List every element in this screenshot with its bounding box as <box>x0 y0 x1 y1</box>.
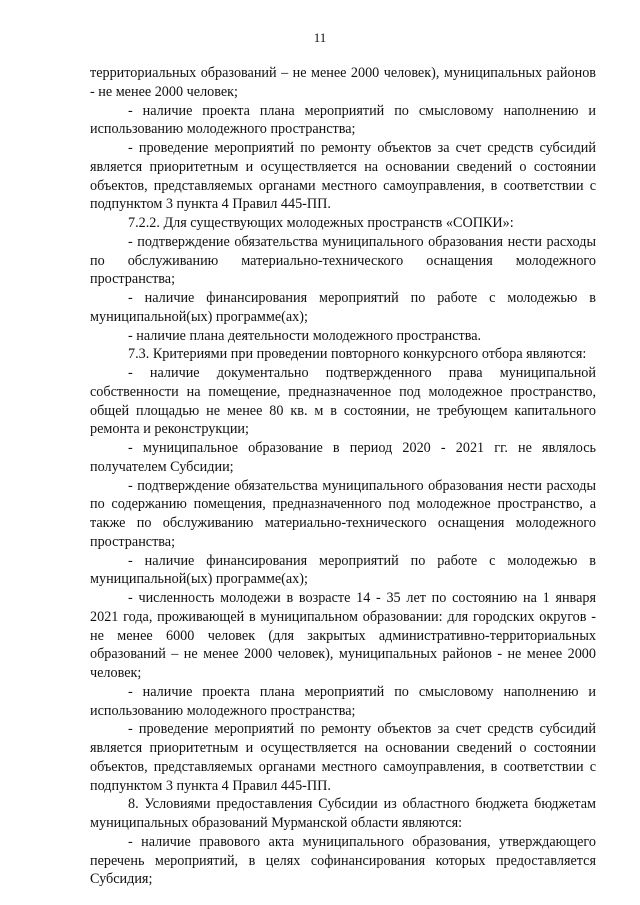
list-item: - численность молодежи в возрасте 14 - 35 лет по состоянию на 1 января 2021 года, проживающей в муниципальном образовании: для городских округов - не менее 6000 человек (для закрытых административно-территориальных образований – не менее 2000 человек), муниципальных районов - не менее 2000 человек; <box>90 590 596 681</box>
section-heading: 7.3. Критериями при проведении повторного конкурсного отбора являются: <box>128 346 587 363</box>
section-heading: 8. Условиями предоставления Субсидии из областного бюджета бюджетам муниципальных образований Мурманской области являются: <box>90 796 596 831</box>
document-body <box>90 64 596 889</box>
list-item: - проведение мероприятий по ремонту объектов за счет средств субсидий является приоритетным и осуществляется на основании сведений о состоянии объектов, представляемых органами местного самоуправления, в соответствии с подпунктом 3 пункта 4 Правил 445-ПП. <box>90 140 596 213</box>
list-item: - подтверждение обязательства муниципального образования нести расходы по содержанию помещения, предназначенного под молодежное пространство, а также по обслуживанию материально-технического оснащения молодежного пространства; <box>90 477 596 550</box>
list-item: - наличие документально подтвержденного права муниципальной собственности на помещение, предназначенное под молодежное пространство, общей площадью не менее 80 кв. м в состоянии, не требующем капитального ремонта и реконструкции; <box>90 365 596 438</box>
paragraph: территориальных образований – не менее 2000 человек), муниципальных районов - не менее 2000 человек; <box>90 65 596 100</box>
section-heading: 7.2.2. Для существующих молодежных пространств «СОПКИ»: <box>128 215 514 231</box>
page-number: 11 <box>313 30 327 45</box>
list-item: - наличие финансирования мероприятий по работе с молодежью в муниципальной(ых) программе(ах); <box>90 290 596 325</box>
list-item: - подтверждение обязательства муниципального образования нести расходы по обслуживанию материально-технического оснащения молодежного пространства; <box>90 233 596 288</box>
list-item: - наличие проекта плана мероприятий по смысловому наполнению и использованию молодежного пространства; <box>90 683 596 719</box>
list-item: - наличие плана деятельности молодежного пространства. <box>128 327 482 344</box>
list-item: - проведение мероприятий по ремонту объектов за счет средств субсидий является приоритетным и осуществляется на основании сведений о состоянии объектов, представляемых органами местного самоуправления, в соответствии с подпунктом 3 пункта 4 Правил 445-ПП. <box>90 721 596 794</box>
list-item: - муниципальное образование в период 2020 - 2021 гг. не являлось получателем Субсидии; <box>90 440 596 475</box>
list-item: - наличие проекта плана мероприятий по смысловому наполнению и использованию молодежного пространства; <box>90 102 596 138</box>
list-item: - наличие правового акта муниципального образования, утверждающего перечень мероприятий, в целях софинансирования которых предоставляется Субсидия; <box>90 833 596 888</box>
list-item: - наличие финансирования мероприятий по работе с молодежью в муниципальной(ых) программе(ах); <box>90 552 596 588</box>
